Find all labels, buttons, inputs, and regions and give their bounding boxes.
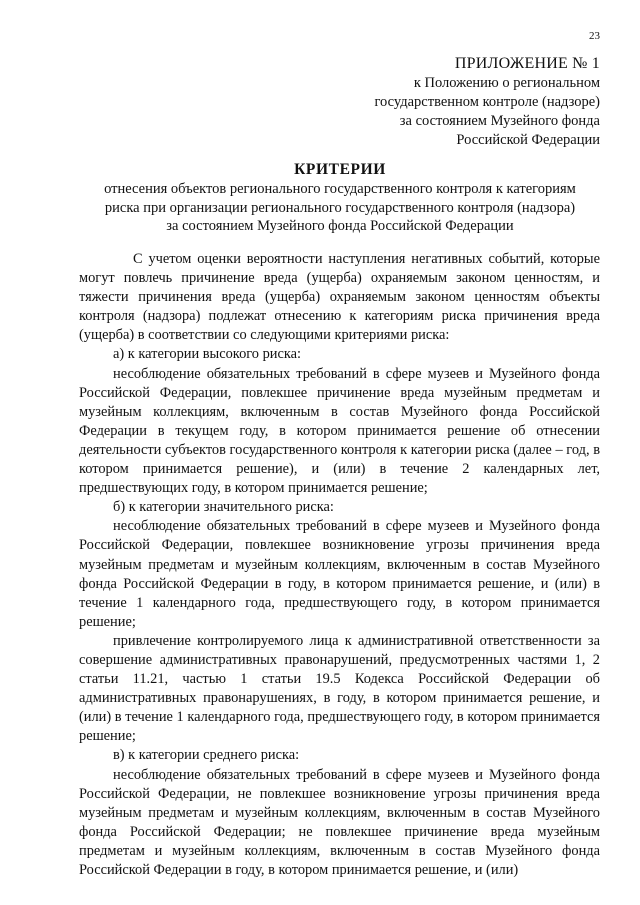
document-body bbox=[79, 250, 600, 880]
appendix-line: к Положению о региональном bbox=[413, 75, 600, 91]
appendix-line: за состоянием Музейного фонда bbox=[399, 113, 600, 129]
document-subtitle-line: риска при организации регионального государственного контроля (надзора) bbox=[104, 199, 576, 216]
document-subtitle-line: отнесения объектов регионального государственного контроля к категориям bbox=[104, 181, 576, 197]
appendix-block bbox=[374, 54, 600, 150]
document-heading bbox=[60, 160, 620, 236]
intro-paragraph: С учетом оценки вероятности наступления негативных событий, которые могут повлечь причинение вреда (ущерба) охраняемым законом ценностям, и тяжести причинения вреда (ущерба) охраняемым законом ценностям объекты контроля (надзора) подлежат отнесению к категориям риска причинения вреда (ущерба) в соответствии со следующими критериями риска: bbox=[79, 251, 600, 344]
document-subtitle-line: за состоянием Музейного фонда Российской Федерации bbox=[166, 218, 514, 234]
criterion-paragraph: привлечение контролируемого лица к административной ответственности за совершение административных правонарушений, предусмотренных частями 1, 2 статьи 11.21, частью 1 статьи 19.5 Кодекса Российской Федерации об административных правонарушениях, в году, в котором принимается решение, и (или) в течение 1 календарного года, предшествующего году, в котором принимается решение; bbox=[79, 632, 600, 745]
category-heading-medium: в) к категории среднего риска: bbox=[113, 747, 300, 764]
category-heading-high: а) к категории высокого риска: bbox=[113, 346, 302, 363]
appendix-title: ПРИЛОЖЕНИЕ № 1 bbox=[454, 55, 600, 72]
criterion-paragraph: несоблюдение обязательных требований в сфере музеев и Музейного фонда Российской Федерации, повлекшее возникновение угрозы причинения вреда музейным предметам и музейным коллекциям, включенным в состав Музейного фонда Российской Федерации в году, в котором принимается решение, и (или) в течение 1 календарного года, предшествующего году, в котором принимается решение; bbox=[79, 518, 600, 630]
criterion-paragraph: несоблюдение обязательных требований в сфере музеев и Музейного фонда Российской Федерации, повлекшее причинение вреда музейным предметам и музейным коллекциям, включенным в состав Музейного фонда Российской Федерации в текущем году, в котором принимается решение об отнесении деятельности субъектов государственного контроля к категории риска (далее – год, в котором принимается решение), и (или) в течение 2 календарных лет, предшествующих году, в котором принимается решение; bbox=[79, 365, 600, 497]
criterion-paragraph: несоблюдение обязательных требований в сфере музеев и Музейного фонда Российской Федерации, не повлекшее возникновение угрозы причинения вреда музейным предметам и музейным коллекциям, включенным в состав Музейного фонда Российской Федерации; не повлекшее причинение вреда музейным предметам и музейным коллекциям, включенным в состав Музейного фонда Российской Федерации в году, в котором принимается решение, и (или) bbox=[79, 766, 600, 878]
appendix-line: Российской Федерации bbox=[456, 132, 600, 148]
document-title: КРИТЕРИИ bbox=[294, 161, 386, 178]
page-number: 23 bbox=[589, 30, 600, 42]
appendix-line: государственном контроле (надзоре) bbox=[374, 94, 600, 110]
category-heading-significant: б) к категории значительного риска: bbox=[113, 499, 334, 516]
